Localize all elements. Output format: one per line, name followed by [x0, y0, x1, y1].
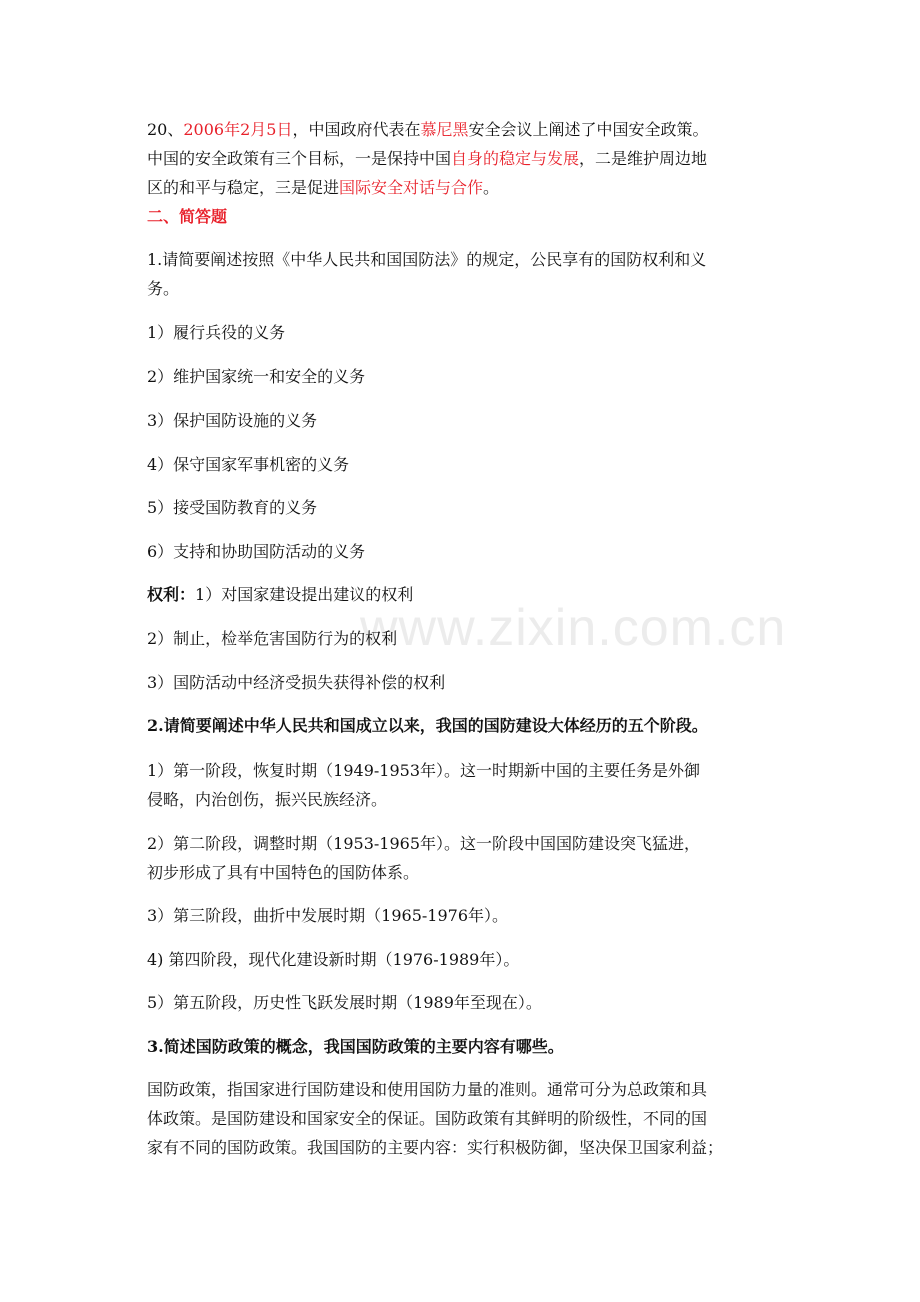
- q2-stage-5: 5）第五阶段，历史性飞跃发展时期（1989年至现在）。: [147, 993, 542, 1012]
- duty-item: 3）保护国防设施的义务: [147, 411, 318, 430]
- q2-stage-4: 4) 第四阶段，现代化建设新时期（1976-1989年）。: [147, 950, 520, 969]
- q20-text: ，中国政府代表在: [292, 120, 421, 139]
- watermark: www.zixin.com.cn: [360, 599, 787, 657]
- q1-question-line-1: 1.请简要阐述按照《中华人民共和国国防法》的规定，公民享有的国防权利和义: [147, 250, 707, 269]
- q3-question: 3.简述国防政策的概念，我国国防政策的主要内容有哪些。: [147, 1037, 564, 1056]
- q20-text: 安全会议上阐述了中国安全政策。: [468, 120, 709, 139]
- right-item: 2）制止，检举危害国防行为的权利: [147, 629, 398, 648]
- q20-text: ，二是维护周边地: [579, 149, 708, 168]
- q20-line-2: [147, 148, 707, 170]
- q3-answer-line-2: 体政策。是国防建设和国家安全的保证。国防政策有其鲜明的阶级性，不同的国: [147, 1109, 708, 1128]
- duty-item: 4）保守国家军事机密的义务: [147, 455, 350, 474]
- q2-question: 2.请简要阐述中华人民共和国成立以来，我国的国防建设大体经历的五个阶段。: [147, 716, 708, 735]
- q20-text: 。: [483, 178, 500, 197]
- q3-answer-line-1: 国防政策，指国家进行国防建设和使用国防力量的准则。通常可分为总政策和具: [147, 1080, 708, 1099]
- q2-stage-1-line-1: 1）第一阶段，恢复时期（1949-1953年）。这一时期新中国的主要任务是外御: [147, 761, 701, 780]
- q20-line-1: [147, 119, 709, 141]
- q2-stage-2-line-2: 初步形成了具有中国特色的国防体系。: [147, 863, 420, 882]
- q2-stage-2-line-1: 2）第二阶段，调整时期（1953-1965年）。这一阶段中国国防建设突飞猛进，: [147, 834, 701, 853]
- duty-item: 5）接受国防教育的义务: [147, 498, 318, 517]
- rights-label: 权利：: [147, 585, 196, 604]
- q3-answer-line-3: 家有不同的国防政策。我国国防的主要内容：实行积极防御，坚决保卫国家利益；: [147, 1138, 724, 1157]
- q2-stage-3: 3）第三阶段，曲折中发展时期（1965-1976年）。: [147, 906, 509, 925]
- q20-date: 2006年2月5日: [183, 120, 293, 139]
- q1-question-line-2: 务。: [147, 279, 180, 298]
- right-item: 3）国防活动中经济受损失获得补偿的权利: [147, 673, 446, 692]
- duty-item: 6）支持和协助国防活动的义务: [147, 542, 366, 561]
- q20-number: 20、: [147, 120, 184, 139]
- section-title: 二、简答题: [147, 207, 228, 226]
- q20-highlight: 自身的稳定与发展: [451, 149, 580, 168]
- q20-text: 区的和平与稳定，三是促进: [147, 178, 340, 197]
- right-item: 1）对国家建设提出建议的权利: [195, 585, 414, 604]
- rights-line-1: [147, 584, 413, 606]
- q20-place: 慕尼黑: [420, 120, 469, 139]
- q2-stage-1-line-2: 侵略，内治创伤，振兴民族经济。: [147, 790, 388, 809]
- q20-highlight: 国际安全对话与合作: [339, 178, 484, 197]
- duty-item: 2）维护国家统一和安全的义务: [147, 367, 366, 386]
- q20-text: 中国的安全政策有三个目标，一是保持中国: [147, 149, 452, 168]
- duty-item: 1）履行兵役的义务: [147, 323, 286, 342]
- q20-line-3: [147, 177, 499, 199]
